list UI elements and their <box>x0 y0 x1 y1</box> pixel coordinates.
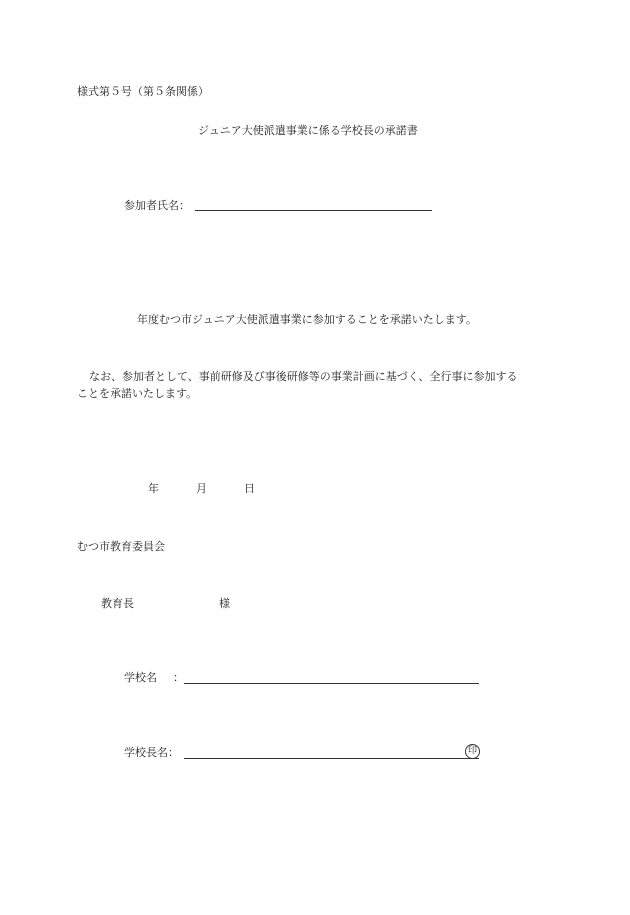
seal-mark: 印 <box>465 744 480 759</box>
recipient-honorific: 様 <box>219 597 230 610</box>
school-name-colon: ： <box>173 671 184 684</box>
recipient-title: 教育長 <box>101 597 134 610</box>
approval-sentence: 年度むつ市ジュニア大使派遣事業に参加することを承諾いたします。 <box>137 313 477 326</box>
participant-name-label: 参加者氏名： <box>124 199 190 212</box>
recipient-org: むつ市教育委員会 <box>77 540 165 553</box>
note-line-1: なお、参加者として、事前研修及び事後研修等の事業計画に基づく、全行事に参加する <box>89 370 518 383</box>
date-day: 日 <box>244 482 255 495</box>
principal-name-label: 学校長名： <box>124 746 179 759</box>
school-name-line[interactable] <box>184 683 479 684</box>
principal-name-line[interactable] <box>184 758 479 759</box>
school-name-label: 学校名 <box>124 671 157 684</box>
form-number: 様式第５号（第５条関係） <box>77 85 209 98</box>
document-title: ジュニア大使派遣事業に係る学校長の承諾書 <box>198 124 418 137</box>
note-line-2: ことを承諾いたします。 <box>77 387 198 400</box>
date-year: 年 <box>148 482 159 495</box>
date-month: 月 <box>196 482 207 495</box>
participant-name-line[interactable] <box>195 210 432 211</box>
